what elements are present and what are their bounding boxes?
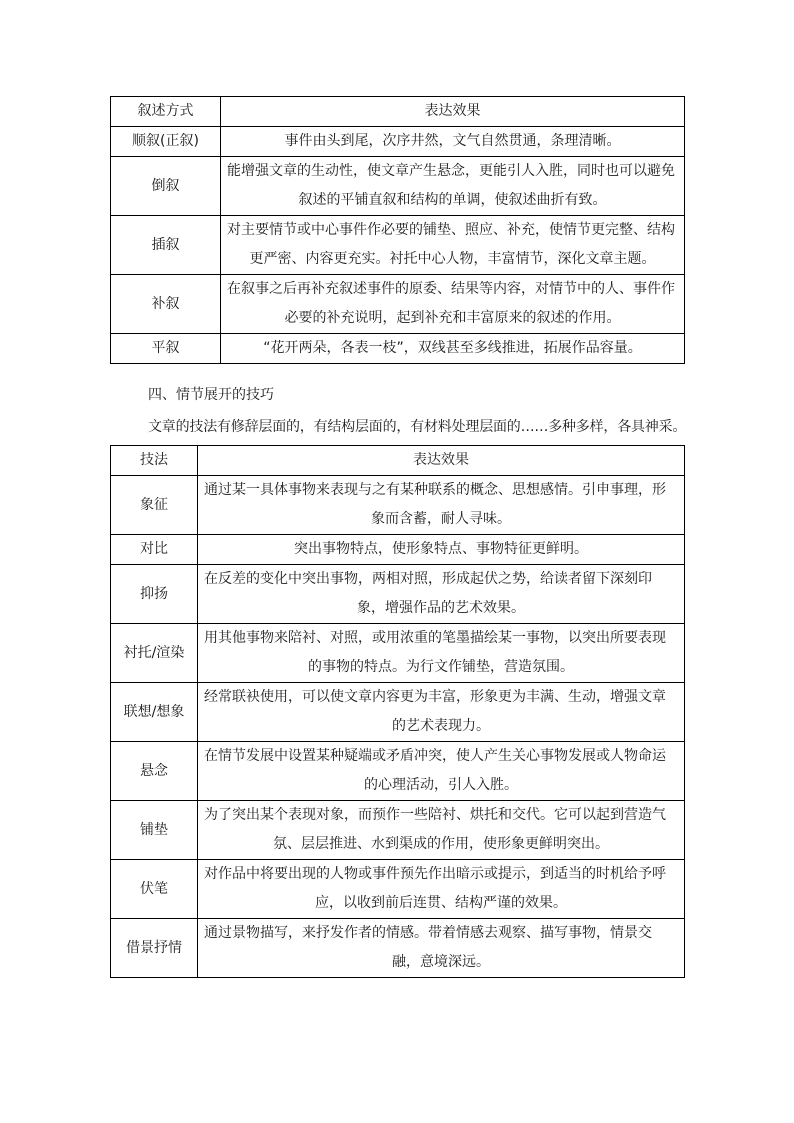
table-row (111, 127, 685, 157)
table-row (111, 801, 685, 860)
table-row (111, 565, 685, 624)
narration-methods-table (110, 96, 685, 364)
effect-cell: “花开两朵，各表一枝”，双线甚至多线推进，拓展作品容量。 (221, 334, 685, 364)
effect-cell: 通过景物描写，来抒发作者的情感。带着情感去观察、描写事物，情景交融，意境深远。 (198, 919, 685, 978)
table-row (111, 683, 685, 742)
table-row (111, 216, 685, 275)
term-cell: 补叙 (111, 275, 221, 334)
plot-techniques-table (110, 445, 685, 978)
effect-cell: 突出事物特点，使形象特点、事物特征更鲜明。 (198, 535, 685, 565)
header-effect: 表达效果 (198, 446, 685, 476)
term-cell: 象征 (111, 476, 198, 535)
effect-cell: 能增强文章的生动性，使文章产生悬念，更能引人入胜，同时也可以避免叙述的平铺直叙和结构的单调，使叙述曲折有致。 (221, 157, 685, 216)
term-cell: 顺叙(正叙) (111, 127, 221, 157)
term-cell: 伏笔 (111, 860, 198, 919)
term-cell: 平叙 (111, 334, 221, 364)
table-row (111, 860, 685, 919)
table-row (111, 742, 685, 801)
term-cell: 对比 (111, 535, 198, 565)
effect-cell: 为了突出某个表现对象，而预作一些陪衬、烘托和交代。它可以起到营造气氛、层层推进、水到渠成的作用，使形象更鲜明突出。 (198, 801, 685, 860)
table-row (111, 624, 685, 683)
table-row (111, 334, 685, 364)
effect-cell: 在反差的变化中突出事物，两相对照，形成起伏之势，给读者留下深刻印象，增强作品的艺术效果。 (198, 565, 685, 624)
term-cell: 借景抒情 (111, 919, 198, 978)
effect-cell: 对作品中将要出现的人物或事件预先作出暗示或提示，到适当的时机给予呼应，以收到前后连贯、结构严谨的效果。 (198, 860, 685, 919)
effect-cell: 用其他事物来陪衬、对照，或用浓重的笔墨描绘某一事物，以突出所要表现的事物的特点。为行文作铺垫，营造氛围。 (198, 624, 685, 683)
effect-cell: 在情节发展中设置某种疑端或矛盾冲突，使人产生关心事物发展或人物命运的心理活动，引人入胜。 (198, 742, 685, 801)
table-row (111, 535, 685, 565)
table-row (111, 157, 685, 216)
header-effect: 表达效果 (221, 97, 685, 127)
term-cell: 插叙 (111, 216, 221, 275)
term-cell: 抑扬 (111, 565, 198, 624)
header-technique: 技法 (111, 446, 198, 476)
effect-cell: 经常联袂使用，可以使文章内容更为丰富，形象更为丰满、生动，增强文章的艺术表现力。 (198, 683, 685, 742)
table-header-row (111, 446, 685, 476)
table-row (111, 275, 685, 334)
section-heading: 四、情节展开的技巧 (148, 387, 274, 403)
header-method: 叙述方式 (111, 97, 221, 127)
effect-cell: 在叙事之后再补充叙述事件的原委、结果等内容，对情节中的人、事件作必要的补充说明，起到补充和丰富原来的叙述的作用。 (221, 275, 685, 334)
effect-cell: 通过某一具体事物来表现与之有某种联系的概念、思想感情。引申事理，形象而含蓄，耐人寻味。 (198, 476, 685, 535)
term-cell: 悬念 (111, 742, 198, 801)
term-cell: 联想/想象 (111, 683, 198, 742)
term-cell: 倒叙 (111, 157, 221, 216)
section-intro: 文章的技法有修辞层面的，有结构层面的，有材料处理层面的……多种多样，各具神采。 (148, 419, 687, 435)
effect-cell: 事件由头到尾，次序井然，文气自然贯通，条理清晰。 (221, 127, 685, 157)
term-cell: 铺垫 (111, 801, 198, 860)
effect-cell: 对主要情节或中心事件作必要的铺垫、照应、补充，使情节更完整、结构更严密、内容更充实。衬托中心人物，丰富情节，深化文章主题。 (221, 216, 685, 275)
term-cell: 衬托/渲染 (111, 624, 198, 683)
table-row (111, 919, 685, 978)
table-header-row (111, 97, 685, 127)
table-row (111, 476, 685, 535)
